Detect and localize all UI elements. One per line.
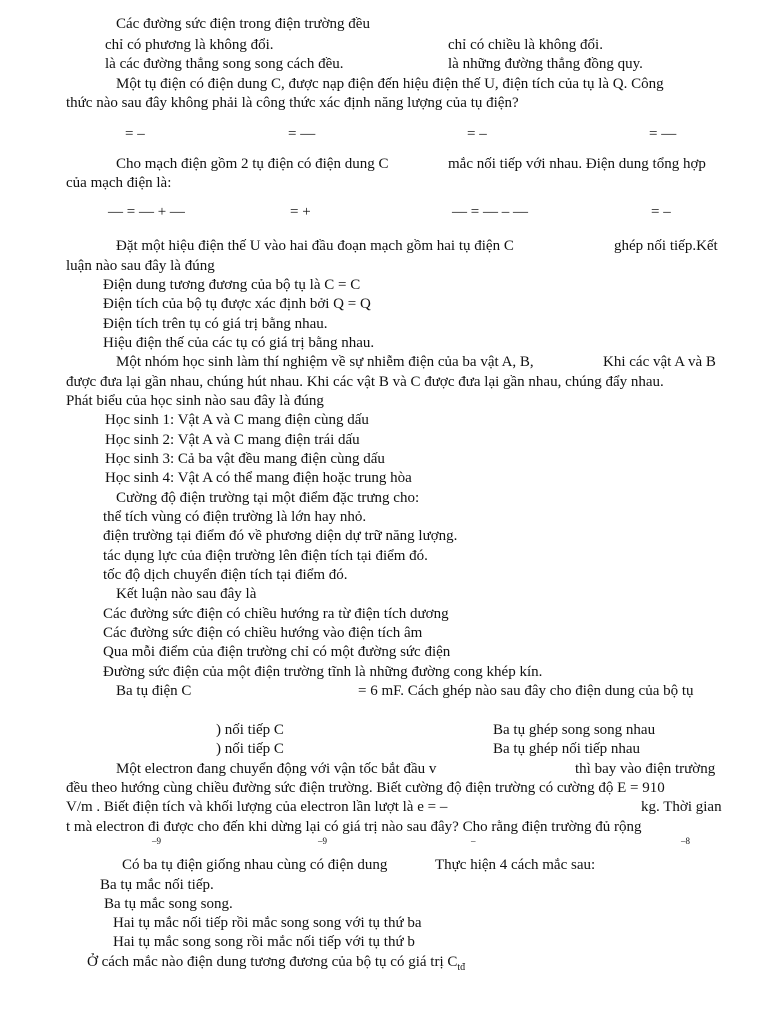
q6-option-c: tác dụng lực của điện trường lên điện tích tại điểm đó.	[103, 548, 428, 564]
q2-option-d: = —	[649, 126, 677, 142]
q1-option-b: chỉ có chiều là không đổi.	[448, 37, 603, 53]
q4-option-c: Điện tích trên tụ có giá trị bằng nhau.	[103, 316, 328, 332]
q8-option-a: ) nối tiếp C	[216, 722, 284, 738]
q1-stem: Các đường sức điện trong điện trường đều	[116, 16, 370, 32]
q9-exponent-4: –8	[681, 836, 690, 846]
q7-option-b: Các đường sức điện có chiều hướng vào điện tích âm	[103, 625, 423, 641]
q9-stem-line3: V/m . Biết điện tích và khối lượng của electron lần lượt là e = –	[66, 799, 448, 815]
q4-option-a: Điện dung tương đương của bộ tụ là C = C	[103, 277, 361, 293]
q9-exponent-2: –9	[318, 836, 327, 846]
q5-stem-line1-cont: Khi các vật A và B	[603, 354, 716, 370]
q1-option-a: chỉ có phương là không đổi.	[105, 37, 274, 53]
q4-stem-line1-cont: ghép nối tiếp.Kết	[614, 238, 718, 254]
q2-option-c: = –	[467, 126, 487, 142]
q3-option-c: — = — – —	[452, 204, 528, 220]
q10-option-a: Ba tụ mắc nối tiếp.	[100, 877, 214, 893]
q8-stem-line1: Ba tụ điện C	[116, 683, 192, 699]
q10-stem-line2	[87, 953, 465, 977]
q1-option-c: là các đường thẳng song song cách đều.	[105, 56, 344, 72]
q3-option-d: = –	[651, 204, 671, 220]
q3-option-b: = +	[290, 204, 311, 220]
q5-option-b: Học sinh 2: Vật A và C mang điện trái dấu	[105, 432, 360, 448]
q1-option-d: là những đường thẳng đồng quy.	[448, 56, 643, 72]
q3-option-a: — = — + —	[108, 204, 185, 220]
q10-stem-line1: Có ba tụ điện giống nhau cùng có điện dung	[122, 857, 388, 873]
q7-option-c: Qua mỗi điểm của điện trường chỉ có một đường sức điện	[103, 644, 451, 660]
q4-stem-line1: Đặt một hiệu điện thế U vào hai đầu đoạn mạch gồm hai tụ điện C	[116, 238, 514, 254]
q9-exponent-3: –	[471, 836, 476, 846]
q5-option-a: Học sinh 1: Vật A và C mang điện cùng dấu	[105, 412, 369, 428]
q2-stem-line1: Một tụ điện có điện dung C, được nạp điện đến hiệu điện thế U, điện tích của tụ là Q. Công	[116, 76, 664, 92]
q4-option-d: Hiệu điện thế của các tụ có giá trị bằng nhau.	[103, 335, 375, 351]
q3-stem-line2: của mạch điện là:	[66, 175, 172, 191]
q9-exponent-1: –9	[152, 836, 161, 846]
q9-stem-line1: Một electron đang chuyển động với vận tốc bắt đầu v	[116, 761, 437, 777]
q7-option-a: Các đường sức điện có chiều hướng ra từ điện tích dương	[103, 606, 449, 622]
q3-stem-line1: Cho mạch điện gồm 2 tụ điện có điện dung C	[116, 156, 389, 172]
q6-stem: Cường độ điện trường tại một điểm đặc trưng cho:	[116, 490, 420, 506]
q8-option-b: Ba tụ ghép song song nhau	[493, 722, 656, 738]
q2-option-b: = —	[288, 126, 316, 142]
q9-stem-line3-cont: kg. Thời gian	[641, 799, 722, 815]
q10-stem-line2-text: Ở cách mắc nào điện dung tương đương của bộ tụ có giá trị C	[87, 954, 458, 970]
q10-option-b: Ba tụ mắc song song.	[104, 896, 233, 912]
q10-stem-line1-cont: Thực hiện 4 cách mắc sau:	[435, 857, 596, 873]
q7-option-d: Đường sức điện của một điện trường tĩnh là những đường cong khép kín.	[103, 664, 543, 680]
q9-stem-line2: đều theo hướng cùng chiều đường sức điện trường. Biết cường độ điện trường có cường độ E = 910	[66, 780, 665, 796]
q5-option-c: Học sinh 3: Cả ba vật đều mang điện cùng dấu	[105, 451, 385, 467]
q8-option-d: Ba tụ ghép nối tiếp nhau	[493, 741, 641, 757]
q4-option-b: Điện tích của bộ tụ được xác định bởi Q = Q	[103, 296, 371, 312]
q4-stem-line2: luận nào sau đây là đúng	[66, 258, 215, 274]
q6-option-d: tốc độ dịch chuyển điện tích tại điểm đó.	[103, 567, 348, 583]
q8-stem-line1-cont: = 6 mF. Cách ghép nào sau đây cho điện dung của bộ tụ	[358, 683, 694, 699]
q10-option-c: Hai tụ mắc nối tiếp rồi mắc song song với tụ thứ ba	[113, 915, 422, 931]
q3-stem-line1-cont: mắc nối tiếp với nhau. Điện dung tổng hợp	[448, 156, 706, 172]
q5-stem-line2: được đưa lại gần nhau, chúng hút nhau. Khi các vật B và C được đưa lại gần nhau, chúng đẩy nhau.	[66, 374, 664, 390]
q9-stem-line4: t mà electron đi được cho đến khi dừng lại có giá trị nào sau đây? Cho rằng điện trường đủ rộng	[66, 819, 642, 835]
q5-stem-line1: Một nhóm học sinh làm thí nghiệm về sự nhiễm điện của ba vật A, B,	[116, 354, 534, 370]
q6-option-a: thể tích vùng có điện trường là lớn hay nhỏ.	[103, 509, 367, 525]
q10-stem-line2-subscript: tđ	[457, 962, 466, 973]
q10-option-d: Hai tụ mắc song song rồi mắc nối tiếp với tụ thứ b	[113, 934, 415, 950]
q2-stem-line2: thức nào sau đây không phải là công thức xác định năng lượng của tụ điện?	[66, 95, 519, 111]
q6-option-b: điện trường tại điểm đó về phương diện dự trữ năng lượng.	[103, 528, 458, 544]
q7-stem: Kết luận nào sau đây là	[116, 586, 257, 602]
q2-option-a: = –	[125, 126, 145, 142]
q8-option-c: ) nối tiếp C	[216, 741, 284, 757]
q9-stem-line1-cont: thì bay vào điện trường	[575, 761, 716, 777]
q5-option-d: Học sinh 4: Vật A có thể mang điện hoặc trung hòa	[105, 470, 412, 486]
q5-stem-line3: Phát biểu của học sinh nào sau đây là đúng	[66, 393, 324, 409]
